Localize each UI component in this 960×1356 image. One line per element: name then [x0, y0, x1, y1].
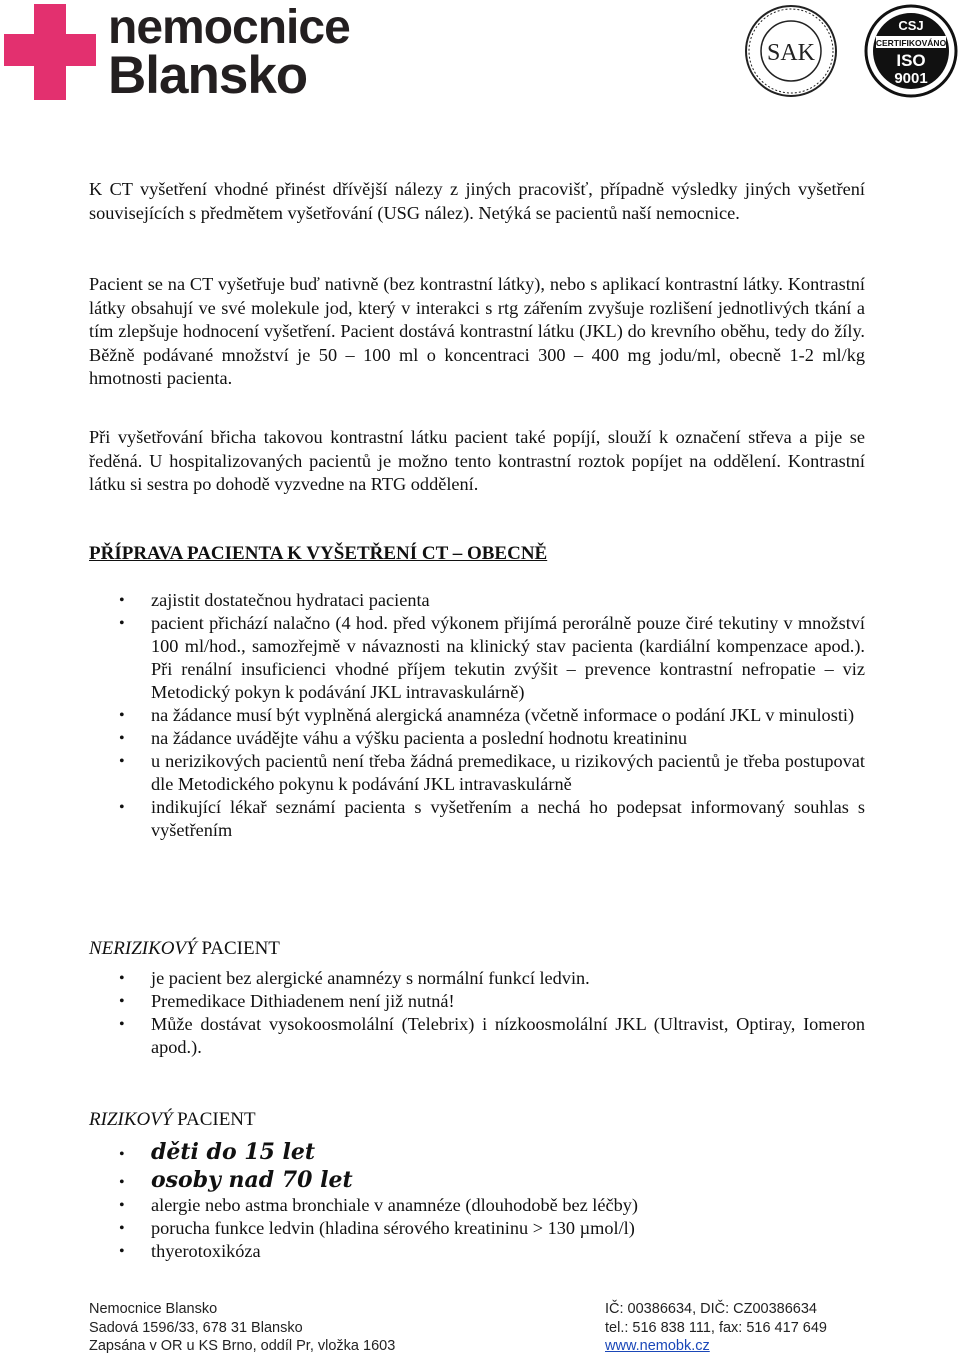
bullet-icon: •	[119, 799, 125, 816]
list-item: • na žádance uvádějte váhu a výšku pacienta a poslední hodnotu kreatininu	[119, 728, 688, 748]
seal-iso-num: 9001	[894, 70, 928, 87]
list-item: • pacient přichází nalačno (4 hod. před výkonem přijímá perorálně pouze čiré tekutiny v množství 100 ml/hod., samozřejmě v návaznosti na klinický stav pacienta (kardiální kompenzace apod.). Při renální insuficienci vhodné příjem tekutin zvýšit – prevence kontrastní nefropatie – viz Metodický pokyn k podávání JKL intravaskulárně)	[119, 613, 865, 702]
list-item: • Může dostávat vysokoosmolální (Telebrix) i nízkoosmolální JKL (Ultravist, Optiray, Iomeron apod.).	[119, 1014, 865, 1057]
list-item: • zajistit dostatečnou hydrataci pacienta	[119, 590, 430, 610]
logo-text-line2: Blansko	[108, 46, 308, 105]
footer-website-link[interactable]: www.nemobk.cz	[605, 1338, 710, 1354]
footer-org-name: Nemocnice Blansko	[89, 1301, 218, 1317]
footer-phone: tel.: 516 838 111, fax: 516 417 649	[605, 1319, 827, 1336]
footer-registry: Zapsána v OR u KS Brno, oddíl Pr, vložka 1603	[89, 1338, 396, 1354]
bullet-icon: •	[119, 707, 125, 724]
bullet-icon: •	[119, 993, 125, 1010]
footer-street: Sadová 1596/33, 678 31 Blansko	[89, 1319, 303, 1336]
bullet-icon: •	[119, 1197, 125, 1214]
bullet-icon: •	[119, 1016, 125, 1033]
seal-iso-mid: CERTIFIKOVÁNO	[875, 38, 947, 48]
bullet-icon: •	[119, 615, 125, 632]
intro-paragraph-1: K CT vyšetření vhodné přinést dřívější nálezy z jiných pracovišť, případně výsledky jiných vyšetření souvisejících s předmětem vyšetřování (USG nález). Netýká se pacientů naší nemocnice.	[89, 179, 865, 223]
bullet-icon: •	[119, 1243, 125, 1260]
footer-address	[89, 1300, 395, 1356]
bullet-icon: •	[119, 753, 125, 770]
list-item: • u nerizikových pacientů není třeba žádná premedikace, u rizikových pacientů je třeba postupovat dle Metodického pokynu k podávání JKL intravaskulárně	[119, 751, 865, 794]
section-heading-nonrisk: NERIZIKOVÝ PACIENT	[89, 938, 280, 959]
bullet-icon: •	[119, 1174, 125, 1191]
bullet-icon: •	[119, 592, 125, 609]
footer-ids: IČ: 00386634, DIČ: CZ00386634	[605, 1301, 817, 1317]
section-heading-preparation: PŘÍPRAVA PACIENTA K VYŠETŘENÍ CT – OBECNĚ	[89, 543, 548, 564]
bullet-icon: •	[119, 970, 125, 987]
intro-paragraph-2: Pacient se na CT vyšetřuje buď nativně (bez kontrastní látky), nebo s aplikací kontrastní látky. Kontrastní látky obsahují ve své molekule jod, který v interakci s rtg zářením zvyšuje rozlišení jednotlivých tkání a tím zlepšuje hodnocení vyšetření. Pacient dostává kontrastní látku (JKL) do krevního oběhu, tedy do žíly. Běžně podávané množství je 50 – 100 ml o koncentraci 300 – 400 mg jodu/ml, obecně 1-2 ml/kg hmotnosti pacienta.	[89, 274, 865, 388]
seal-iso-top: CSJ	[898, 18, 924, 33]
seal-iso-iso: ISO	[896, 51, 926, 70]
list-item: • děti do 15 let	[89, 1138, 865, 1166]
list-item: • porucha funkce ledvin (hladina sérového kreatininu > 130 µmol/l)	[119, 1218, 635, 1238]
list-item: • osoby nad 70 let	[89, 1166, 865, 1194]
list-item: • indikující lékař seznámí pacienta s vyšetřením a nechá ho podepsat informovaný souhlas s vyšetřením	[119, 797, 865, 840]
list-item: • alergie nebo astma bronchiale v anamnéze (dlouhodobě bez léčby)	[119, 1195, 638, 1215]
list-item: • na žádance musí být vyplněná alergická anamnéza (včetně informace o podání JKL v minulosti)	[119, 705, 855, 725]
logo-text-line1: nemocnice	[108, 1, 350, 54]
iso-9001-certified-seal-icon	[864, 4, 958, 98]
bullet-icon: •	[119, 730, 125, 747]
seal-sak-text: SAK	[766, 40, 816, 66]
bullet-icon: •	[119, 1146, 125, 1163]
section-heading-risk: RIZIKOVÝ PACIENT	[89, 1109, 256, 1130]
risk-list	[89, 1138, 865, 1263]
list-item: • thyerotoxikóza	[119, 1241, 261, 1261]
sak-accreditation-seal-icon	[744, 4, 838, 98]
preparation-list	[89, 589, 865, 842]
nonrisk-list	[89, 967, 865, 1059]
hospital-cross-logo-icon	[4, 4, 96, 100]
intro-paragraph-3: Při vyšetřování břicha takovou kontrastní látku pacient také popíjí, slouží k označení střeva a pije se ředěná. U hospitalizovaných pacientů je možno tento kontrastní roztok popíjet na oddělení. Kontrastní látku si sestra po dohodě vyzvedne na RTG oddělení.	[89, 427, 865, 494]
bullet-icon: •	[119, 1220, 125, 1237]
list-item: • je pacient bez alergické anamnézy s normální funkcí ledvin.	[119, 968, 590, 988]
list-item: • Premedikace Dithiadenem není již nutná!	[119, 991, 455, 1011]
footer-contact	[605, 1300, 827, 1356]
